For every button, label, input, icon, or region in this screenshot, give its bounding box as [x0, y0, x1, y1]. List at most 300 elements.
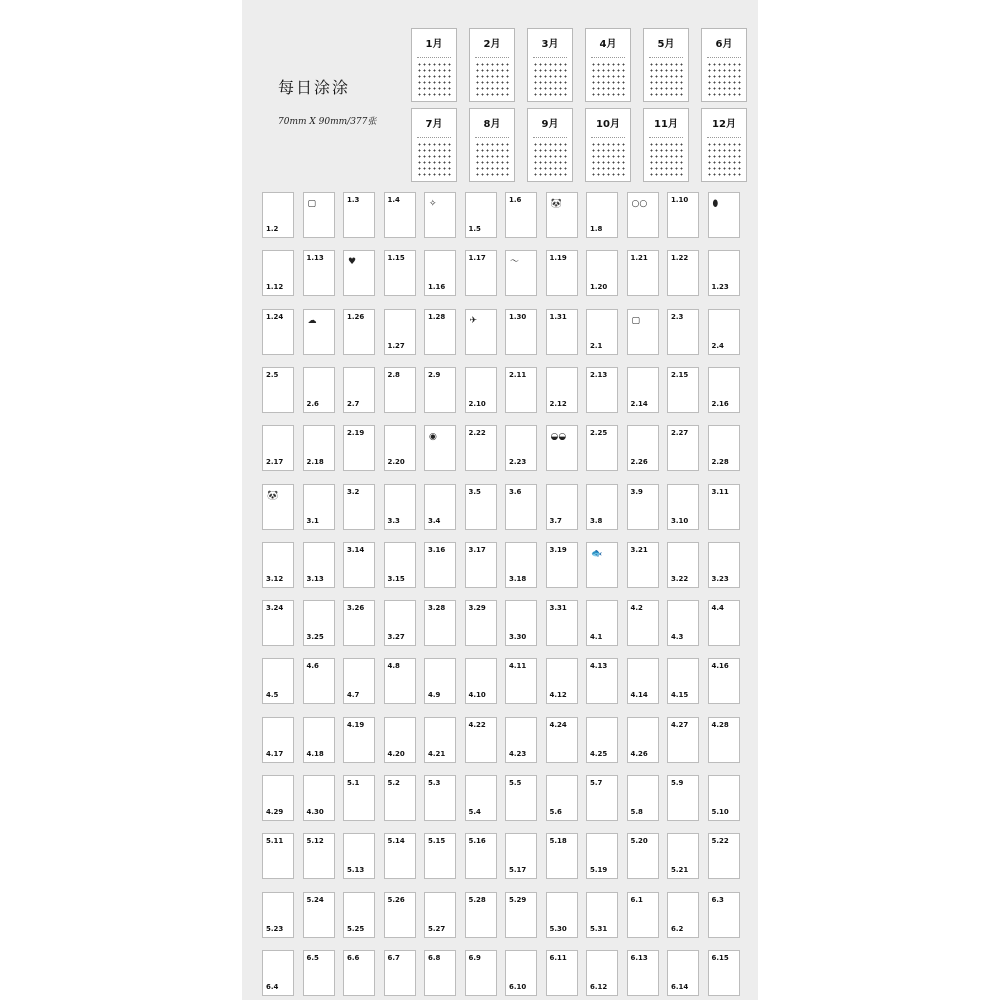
card-date: 1.8 — [590, 225, 603, 233]
calendar-month-card — [527, 108, 573, 182]
date-row — [591, 173, 625, 176]
memo-card — [708, 717, 740, 763]
card-date: 4.21 — [428, 749, 446, 758]
weekday-row — [591, 53, 625, 58]
memo-card — [546, 950, 578, 996]
card-date: 3.13 — [306, 574, 324, 583]
memo-card — [303, 950, 335, 996]
card-date: 6.7 — [387, 953, 400, 962]
card-date: 5.22 — [711, 837, 729, 846]
memo-card — [505, 892, 537, 938]
card-date: 2.27 — [671, 429, 689, 438]
date-row — [649, 143, 683, 146]
memo-card — [586, 250, 618, 296]
memo-card — [384, 367, 416, 413]
card-date: 6.1 — [630, 895, 643, 904]
card-date: 1.31 — [549, 312, 567, 321]
memo-card — [465, 658, 497, 704]
memo-card — [546, 892, 578, 938]
date-row — [417, 81, 451, 84]
memo-card — [546, 192, 578, 238]
memo-card — [465, 833, 497, 879]
card-date: 1.26 — [347, 312, 365, 321]
memo-card — [586, 717, 618, 763]
date-row — [533, 161, 567, 164]
card-date: 4.27 — [671, 720, 689, 729]
card-date: 3.9 — [630, 487, 643, 496]
memo-card — [384, 309, 416, 355]
memo-card — [667, 309, 699, 355]
memo-card — [262, 192, 294, 238]
doodle-icon: 🐼 — [267, 490, 279, 501]
date-row — [649, 161, 683, 164]
date-row — [591, 75, 625, 78]
memo-card — [505, 367, 537, 413]
card-date: 3.11 — [711, 487, 729, 496]
calendar-month-card — [701, 28, 747, 102]
memo-card — [505, 542, 537, 588]
doodle-icon: ⬮ — [712, 199, 719, 209]
date-row — [417, 149, 451, 152]
memo-card — [546, 658, 578, 704]
date-row — [649, 173, 683, 176]
memo-card — [303, 250, 335, 296]
card-date: 3.15 — [387, 574, 405, 583]
memo-card — [384, 833, 416, 879]
calendar-month-card — [469, 108, 515, 182]
card-date: 6.8 — [428, 953, 441, 962]
date-row — [533, 167, 567, 170]
memo-card — [505, 950, 537, 996]
memo-card — [303, 309, 335, 355]
date-row — [475, 81, 509, 84]
card-date: 4.14 — [630, 691, 648, 700]
memo-card — [505, 425, 537, 471]
card-date: 2.25 — [590, 429, 608, 438]
date-row — [707, 81, 741, 84]
memo-card — [627, 833, 659, 879]
memo-card — [424, 775, 456, 821]
date-row — [707, 143, 741, 146]
card-date: 3.18 — [509, 574, 527, 583]
memo-card — [465, 542, 497, 588]
memo-card — [546, 775, 578, 821]
card-date: 6.12 — [590, 982, 608, 991]
memo-card — [262, 484, 294, 530]
title-block — [278, 75, 398, 127]
date-row — [591, 161, 625, 164]
card-date: 1.10 — [671, 196, 689, 204]
memo-card — [708, 367, 740, 413]
card-date: 4.15 — [671, 691, 689, 700]
memo-card — [505, 600, 537, 646]
doodle-icon: 〜 — [510, 257, 520, 268]
date-row — [417, 161, 451, 164]
doodle-icon: ◉ — [429, 432, 437, 443]
doodle-icon: 🐟 — [591, 548, 603, 559]
memo-card — [303, 717, 335, 763]
card-date: 4.13 — [590, 662, 608, 671]
card-date: 2.26 — [630, 458, 648, 467]
memo-card — [343, 775, 375, 821]
card-date: 4.7 — [347, 691, 360, 700]
memo-card — [343, 484, 375, 530]
memo-card — [262, 367, 294, 413]
date-row — [649, 69, 683, 72]
card-date: 2.7 — [347, 399, 360, 408]
memo-card — [627, 367, 659, 413]
memo-card — [303, 833, 335, 879]
memo-card — [708, 425, 740, 471]
memo-card — [465, 367, 497, 413]
memo-card — [343, 833, 375, 879]
memo-card — [343, 192, 375, 238]
memo-card — [505, 658, 537, 704]
date-row — [417, 63, 451, 66]
memo-card — [384, 717, 416, 763]
memo-card — [708, 600, 740, 646]
memo-card — [546, 309, 578, 355]
memo-card — [667, 658, 699, 704]
memo-card — [465, 192, 497, 238]
date-row — [649, 81, 683, 84]
card-date: 4.4 — [711, 604, 724, 613]
memo-card — [384, 484, 416, 530]
memo-card — [303, 367, 335, 413]
memo-card — [303, 425, 335, 471]
weekday-row — [475, 53, 509, 58]
memo-card — [546, 600, 578, 646]
date-row — [591, 155, 625, 158]
card-date: 3.29 — [468, 604, 486, 613]
memo-card — [667, 250, 699, 296]
card-date: 2.11 — [509, 370, 527, 379]
card-date: 4.19 — [347, 720, 365, 729]
date-row — [707, 75, 741, 78]
doodle-icon: ♥ — [348, 257, 357, 268]
card-date: 1.12 — [266, 283, 284, 292]
card-date: 5.29 — [509, 895, 527, 904]
memo-card — [465, 950, 497, 996]
card-date: 2.20 — [387, 458, 405, 467]
date-row — [533, 93, 567, 96]
memo-card — [303, 775, 335, 821]
card-date: 5.17 — [509, 866, 527, 875]
card-date: 6.13 — [630, 953, 648, 962]
memo-card — [586, 192, 618, 238]
memo-card — [424, 309, 456, 355]
memo-card — [627, 775, 659, 821]
card-date: 3.2 — [347, 487, 360, 496]
card-date: 3.16 — [428, 545, 446, 554]
memo-card — [424, 950, 456, 996]
memo-card — [627, 717, 659, 763]
memo-card — [262, 542, 294, 588]
calendar-month-label: 4月 — [599, 39, 617, 50]
date-row — [417, 173, 451, 176]
date-row — [475, 173, 509, 176]
memo-card — [586, 833, 618, 879]
card-date: 2.4 — [711, 341, 724, 350]
card-date: 5.5 — [509, 779, 522, 787]
memo-card — [303, 484, 335, 530]
memo-card — [424, 425, 456, 471]
date-row — [533, 75, 567, 78]
memo-card — [667, 484, 699, 530]
card-date: 5.20 — [630, 837, 648, 846]
memo-card — [465, 250, 497, 296]
memo-card — [262, 833, 294, 879]
card-date: 4.10 — [468, 691, 486, 700]
card-date: 4.24 — [549, 720, 567, 729]
card-date: 2.17 — [266, 458, 284, 467]
card-date: 4.23 — [509, 749, 527, 758]
card-date: 5.26 — [387, 895, 405, 904]
card-date: 5.24 — [306, 895, 324, 904]
card-date: 4.3 — [671, 633, 684, 642]
memo-card — [627, 192, 659, 238]
memo-card — [667, 833, 699, 879]
memo-card — [586, 775, 618, 821]
card-date: 3.1 — [306, 516, 319, 525]
doodle-icon: ✈ — [469, 315, 478, 326]
date-row — [417, 87, 451, 90]
date-row — [591, 143, 625, 146]
memo-card — [343, 309, 375, 355]
memo-card — [546, 250, 578, 296]
card-date: 4.5 — [266, 691, 279, 700]
date-row — [417, 75, 451, 78]
card-date: 4.29 — [266, 808, 284, 816]
card-date: 6.10 — [509, 982, 527, 991]
card-date: 5.10 — [711, 808, 729, 816]
card-date: 1.20 — [590, 283, 608, 292]
card-date: 5.19 — [590, 866, 608, 875]
memo-card — [303, 600, 335, 646]
memo-card — [424, 892, 456, 938]
memo-card — [424, 833, 456, 879]
weekday-row — [533, 53, 567, 58]
date-row — [707, 155, 741, 158]
memo-card — [586, 425, 618, 471]
card-date: 4.6 — [306, 662, 319, 671]
memo-card — [424, 600, 456, 646]
card-date: 6.14 — [671, 982, 689, 991]
card-date: 3.21 — [630, 545, 648, 554]
date-row — [533, 149, 567, 152]
date-row — [475, 167, 509, 170]
memo-card — [667, 600, 699, 646]
date-row — [649, 93, 683, 96]
memo-card — [627, 484, 659, 530]
card-date: 1.13 — [306, 254, 324, 263]
date-row — [417, 93, 451, 96]
card-date: 5.16 — [468, 837, 486, 846]
card-date: 3.27 — [387, 633, 405, 642]
card-date: 6.15 — [711, 953, 729, 962]
memo-card — [424, 250, 456, 296]
memo-card — [505, 192, 537, 238]
calendar-month-card — [585, 108, 631, 182]
card-date: 5.2 — [387, 779, 400, 787]
weekday-row — [591, 133, 625, 138]
card-date: 1.4 — [387, 196, 400, 204]
calendar-month-card — [527, 28, 573, 102]
card-date: 2.9 — [428, 370, 441, 379]
card-date: 5.14 — [387, 837, 405, 846]
card-date: 1.16 — [428, 283, 446, 292]
memo-card — [708, 892, 740, 938]
card-date: 4.26 — [630, 749, 648, 758]
date-row — [533, 81, 567, 84]
card-date: 5.23 — [266, 924, 284, 933]
memo-card — [627, 658, 659, 704]
card-date: 1.15 — [387, 254, 405, 263]
date-row — [417, 143, 451, 146]
card-date: 1.21 — [630, 254, 648, 263]
date-row — [707, 161, 741, 164]
memo-card — [424, 484, 456, 530]
card-date: 3.12 — [266, 574, 284, 583]
memo-card — [465, 892, 497, 938]
card-date: 4.22 — [468, 720, 486, 729]
card-date: 6.9 — [468, 953, 481, 962]
memo-card — [262, 892, 294, 938]
calendar-month-label: 1月 — [425, 39, 443, 50]
doodle-icon: ▢ — [307, 199, 317, 209]
calendar-month-label: 6月 — [715, 39, 733, 50]
memo-card — [262, 950, 294, 996]
memo-card — [303, 192, 335, 238]
memo-card — [343, 658, 375, 704]
memo-card — [465, 600, 497, 646]
card-date: 3.17 — [468, 545, 486, 554]
date-row — [417, 155, 451, 158]
memo-card — [262, 775, 294, 821]
card-date: 1.5 — [468, 225, 481, 233]
memo-card — [262, 309, 294, 355]
memo-card — [505, 484, 537, 530]
memo-card — [384, 775, 416, 821]
memo-card — [546, 425, 578, 471]
card-date: 3.30 — [509, 633, 527, 642]
memo-card — [384, 542, 416, 588]
card-date: 2.3 — [671, 312, 684, 321]
doodle-icon: ▢ — [631, 315, 641, 326]
date-row — [649, 87, 683, 90]
memo-card — [343, 542, 375, 588]
card-date: 3.5 — [468, 487, 481, 496]
card-date: 2.6 — [306, 399, 319, 408]
card-date: 4.8 — [387, 662, 400, 671]
card-date: 5.15 — [428, 837, 446, 846]
memo-card — [465, 717, 497, 763]
card-date: 4.16 — [711, 662, 729, 671]
card-date: 2.28 — [711, 458, 729, 467]
memo-card — [465, 425, 497, 471]
memo-card — [262, 250, 294, 296]
card-date: 6.5 — [306, 953, 319, 962]
card-date: 4.20 — [387, 749, 405, 758]
card-date: 2.19 — [347, 429, 365, 438]
card-date: 5.9 — [671, 779, 684, 787]
memo-card — [546, 367, 578, 413]
calendar-month-label: 12月 — [712, 119, 736, 130]
memo-card — [343, 950, 375, 996]
memo-card — [384, 192, 416, 238]
card-date: 1.17 — [468, 254, 486, 263]
card-date: 5.1 — [347, 779, 360, 787]
date-row — [707, 87, 741, 90]
calendar-month-card — [411, 28, 457, 102]
card-date: 5.4 — [468, 808, 481, 816]
card-date: 4.11 — [509, 662, 527, 671]
card-date: 6.4 — [266, 982, 279, 991]
date-row — [475, 155, 509, 158]
card-date: 5.27 — [428, 924, 446, 933]
memo-card — [303, 892, 335, 938]
date-row — [533, 87, 567, 90]
doodle-icon: ○○ — [631, 199, 648, 209]
card-date: 4.1 — [590, 633, 603, 642]
card-date: 6.6 — [347, 953, 360, 962]
memo-card — [586, 484, 618, 530]
weekday-row — [707, 53, 741, 58]
memo-card — [667, 367, 699, 413]
memo-card — [424, 192, 456, 238]
weekday-row — [533, 133, 567, 138]
doodle-icon: 🐼 — [550, 199, 562, 209]
date-row — [475, 93, 509, 96]
memo-card — [586, 950, 618, 996]
card-date: 4.12 — [549, 691, 567, 700]
card-date: 4.25 — [590, 749, 608, 758]
date-row — [649, 149, 683, 152]
memo-card — [586, 542, 618, 588]
card-date: 1.2 — [266, 225, 279, 233]
memo-card — [343, 367, 375, 413]
card-date: 3.14 — [347, 545, 365, 554]
card-date: 1.19 — [549, 254, 567, 263]
weekday-row — [649, 133, 683, 138]
date-row — [475, 161, 509, 164]
card-date: 4.28 — [711, 720, 729, 729]
product-title: 每日涂涂 — [278, 78, 351, 97]
card-date: 1.30 — [509, 312, 527, 321]
memo-card — [708, 833, 740, 879]
memo-card — [586, 367, 618, 413]
calendar-month-card — [469, 28, 515, 102]
date-row — [533, 155, 567, 158]
memo-card — [262, 658, 294, 704]
card-date: 5.3 — [428, 779, 441, 787]
memo-card — [708, 658, 740, 704]
date-row — [417, 69, 451, 72]
date-row — [475, 143, 509, 146]
card-date: 5.7 — [590, 779, 603, 787]
date-row — [591, 149, 625, 152]
card-date: 4.30 — [306, 808, 324, 816]
date-row — [475, 149, 509, 152]
card-date: 3.24 — [266, 604, 284, 613]
memo-card — [384, 658, 416, 704]
date-row — [707, 149, 741, 152]
date-row — [707, 93, 741, 96]
card-date: 5.28 — [468, 895, 486, 904]
memo-card — [667, 425, 699, 471]
card-date: 6.3 — [711, 895, 724, 904]
memo-card — [384, 250, 416, 296]
